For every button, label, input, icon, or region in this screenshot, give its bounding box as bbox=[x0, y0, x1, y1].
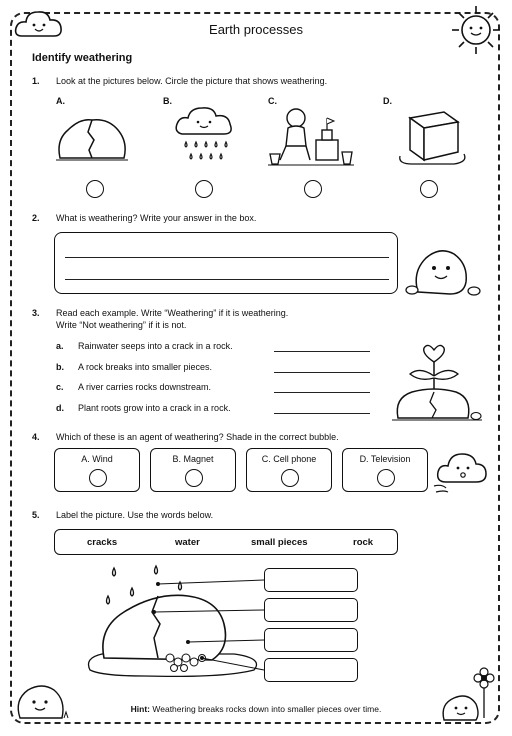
q3-item-b-answer-line[interactable] bbox=[274, 372, 370, 373]
q1-option-d-letter: D. bbox=[383, 96, 392, 106]
cracked-rock-icon bbox=[54, 110, 130, 166]
q1-option-c-letter: C. bbox=[268, 96, 277, 106]
q3-item-d-text: Plant roots grow into a crack in a rock. bbox=[78, 403, 231, 413]
label-box-1[interactable] bbox=[264, 568, 358, 592]
word-small-pieces: small pieces bbox=[251, 537, 308, 548]
rain-cloud-icon bbox=[172, 104, 238, 168]
hint-body: Weathering breaks rocks down into smaller pieces over time. bbox=[152, 704, 382, 714]
q4-text: Which of these is an agent of weathering? Shade in the correct bubble. bbox=[56, 432, 339, 442]
q1-text: Look at the pictures below. Circle the picture that shows weathering. bbox=[56, 76, 328, 86]
q3-text-line2: Write “Not weathering” if it is not. bbox=[56, 320, 187, 330]
smiling-rock-icon bbox=[404, 238, 484, 298]
q3-text-line1: Read each example. Write “Weathering” if it is weathering. bbox=[56, 308, 289, 318]
weathering-rock-diagram bbox=[84, 562, 284, 682]
wind-cloud-icon bbox=[432, 446, 490, 494]
q4-choice-c-label: C. Cell phone bbox=[261, 454, 317, 464]
q1-option-b-bubble[interactable] bbox=[195, 180, 213, 198]
q4-choice-d[interactable] bbox=[342, 448, 428, 492]
q3-item-d-letter: d. bbox=[56, 403, 64, 413]
q1-option-a-bubble[interactable] bbox=[86, 180, 104, 198]
q3-item-c-text: A river carries rocks downstream. bbox=[78, 382, 212, 392]
q3-item-a-text: Rainwater seeps into a crack in a rock. bbox=[78, 341, 233, 351]
q1-option-a-letter: A. bbox=[56, 96, 65, 106]
q3-number: 3. bbox=[32, 308, 40, 318]
q3-item-d-answer-line[interactable] bbox=[274, 413, 370, 414]
smiling-rock-corner-icon bbox=[12, 674, 70, 722]
q4-choice-d-bubble[interactable] bbox=[377, 469, 395, 487]
q3-item-b-text: A rock breaks into smaller pieces. bbox=[78, 362, 213, 372]
plant-rock-icon bbox=[390, 340, 484, 424]
label-box-4[interactable] bbox=[264, 658, 358, 682]
word-rock: rock bbox=[353, 537, 374, 548]
q5-number: 5. bbox=[32, 510, 40, 520]
q4-choice-d-label: D. Television bbox=[359, 454, 411, 464]
q1-option-d-bubble[interactable] bbox=[420, 180, 438, 198]
child-sandcastle-icon bbox=[266, 104, 356, 168]
q4-choice-b-bubble[interactable] bbox=[185, 469, 203, 487]
q4-choice-c-bubble[interactable] bbox=[281, 469, 299, 487]
q3-item-b-letter: b. bbox=[56, 362, 64, 372]
q4-choice-a-label: A. Wind bbox=[81, 454, 113, 464]
q2-text: What is weathering? Write your answer in the box. bbox=[56, 213, 257, 223]
q4-choice-b-label: B. Magnet bbox=[172, 454, 214, 464]
answer-line bbox=[65, 257, 389, 258]
q3-item-a-answer-line[interactable] bbox=[274, 351, 370, 352]
flower-rock-corner-icon bbox=[440, 664, 502, 724]
section-heading: Identify weathering bbox=[32, 52, 133, 64]
word-bank bbox=[54, 529, 398, 555]
word-water: water bbox=[175, 537, 200, 548]
q5-text: Label the picture. Use the words below. bbox=[56, 510, 214, 520]
word-cracks: cracks bbox=[87, 537, 118, 548]
q2-number: 2. bbox=[32, 213, 40, 223]
q3-item-a-letter: a. bbox=[56, 341, 64, 351]
answer-line bbox=[65, 279, 389, 280]
q4-number: 4. bbox=[32, 432, 40, 442]
label-box-3[interactable] bbox=[264, 628, 358, 652]
q4-choice-c[interactable] bbox=[246, 448, 332, 492]
label-box-2[interactable] bbox=[264, 598, 358, 622]
q3-item-c-answer-line[interactable] bbox=[274, 392, 370, 393]
q4-choice-a-bubble[interactable] bbox=[89, 469, 107, 487]
q4-choice-a[interactable] bbox=[54, 448, 140, 492]
ice-cube-icon bbox=[392, 104, 472, 168]
page-title: Earth processes bbox=[209, 22, 303, 37]
q1-number: 1. bbox=[32, 76, 40, 86]
hint-text bbox=[0, 704, 512, 714]
hint-label: Hint: bbox=[130, 704, 150, 714]
q1-option-c-bubble[interactable] bbox=[304, 180, 322, 198]
q2-answer-box[interactable] bbox=[54, 232, 398, 294]
q4-choice-b[interactable] bbox=[150, 448, 236, 492]
q3-item-c-letter: c. bbox=[56, 382, 64, 392]
q1-option-b-letter: B. bbox=[163, 96, 172, 106]
